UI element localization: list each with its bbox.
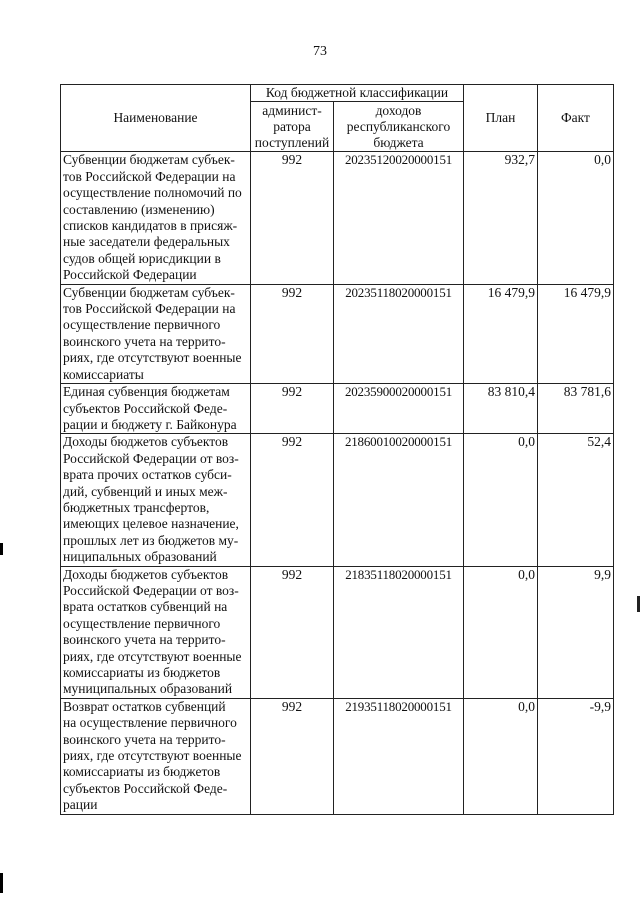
page-number: 73: [313, 44, 327, 59]
row-income-code: 21860010020000151: [334, 434, 464, 566]
budget-table: [60, 84, 614, 815]
row-admin-code: 992: [251, 384, 334, 434]
row-admin-code: 992: [251, 434, 334, 566]
row-admin-code: 992: [251, 566, 334, 698]
table-row: [61, 152, 614, 284]
header-admin: админист- ратора поступлений: [251, 102, 334, 152]
row-income-code: 21935118020000151: [334, 698, 464, 814]
row-fact: 9,9: [538, 566, 614, 698]
row-fact: 83 781,6: [538, 384, 614, 434]
table-header: [61, 85, 614, 152]
table-row: [61, 434, 614, 566]
table-row: [61, 698, 614, 814]
row-name: Единая субвенция бюджетам субъектов Российской Феде- рации и бюджету г. Байконура: [61, 384, 251, 434]
row-name: Субвенции бюджетам субъек- тов Российской Федерации на осуществление полномочий по составлению (изменению) списков кандидатов в присяж- ные заседатели федеральных судов общей юрисдикции в Российской Федерации: [61, 152, 251, 284]
scan-edge-mark: [0, 873, 3, 893]
row-admin-code: 992: [251, 284, 334, 383]
row-plan: 0,0: [464, 566, 538, 698]
table-row: [61, 566, 614, 698]
row-admin-code: 992: [251, 152, 334, 284]
row-name: Доходы бюджетов субъектов Российской Федерации от воз- врата остатков субвенций на осуществление первичного воинского учета на террито- риях, где отсутствуют военные комиссариаты из бюджетов муниципальных образований: [61, 566, 251, 698]
row-plan: 16 479,9: [464, 284, 538, 383]
header-plan: План: [464, 85, 538, 152]
header-fact: Факт: [538, 85, 614, 152]
row-income-code: 20235120020000151: [334, 152, 464, 284]
row-plan: 83 810,4: [464, 384, 538, 434]
header-code-group: Код бюджетной классификации: [251, 85, 464, 102]
scan-edge-mark: [0, 543, 3, 555]
header-name: Наименование: [61, 85, 251, 152]
header-income: доходов республиканского бюджета: [334, 102, 464, 152]
table-row: [61, 384, 614, 434]
row-plan: 0,0: [464, 434, 538, 566]
row-name: Возврат остатков субвенций на осуществление первичного воинского учета на террито- риях, где отсутствуют военные комиссариаты из бюджетов субъектов Российской Феде- рации: [61, 698, 251, 814]
row-fact: 52,4: [538, 434, 614, 566]
row-name: Доходы бюджетов субъектов Российской Федерации от воз- врата прочих остатков субси- дий, субвенций и иных меж- бюджетных трансфертов, имеющих целевое назначение, прошлых лет из бюджетов му- ниципальных образований: [61, 434, 251, 566]
row-fact: 16 479,9: [538, 284, 614, 383]
row-income-code: 20235118020000151: [334, 284, 464, 383]
row-income-code: 20235900020000151: [334, 384, 464, 434]
table-row: [61, 284, 614, 383]
row-admin-code: 992: [251, 698, 334, 814]
table-body: [61, 152, 614, 814]
header-row-top: [61, 85, 614, 102]
row-fact: -9,9: [538, 698, 614, 814]
row-name: Субвенции бюджетам субъек- тов Российской Федерации на осуществление первичного воинского учета на террито- риях, где отсутствуют военные комиссариаты: [61, 284, 251, 383]
row-fact: 0,0: [538, 152, 614, 284]
row-income-code: 21835118020000151: [334, 566, 464, 698]
row-plan: 0,0: [464, 698, 538, 814]
row-plan: 932,7: [464, 152, 538, 284]
